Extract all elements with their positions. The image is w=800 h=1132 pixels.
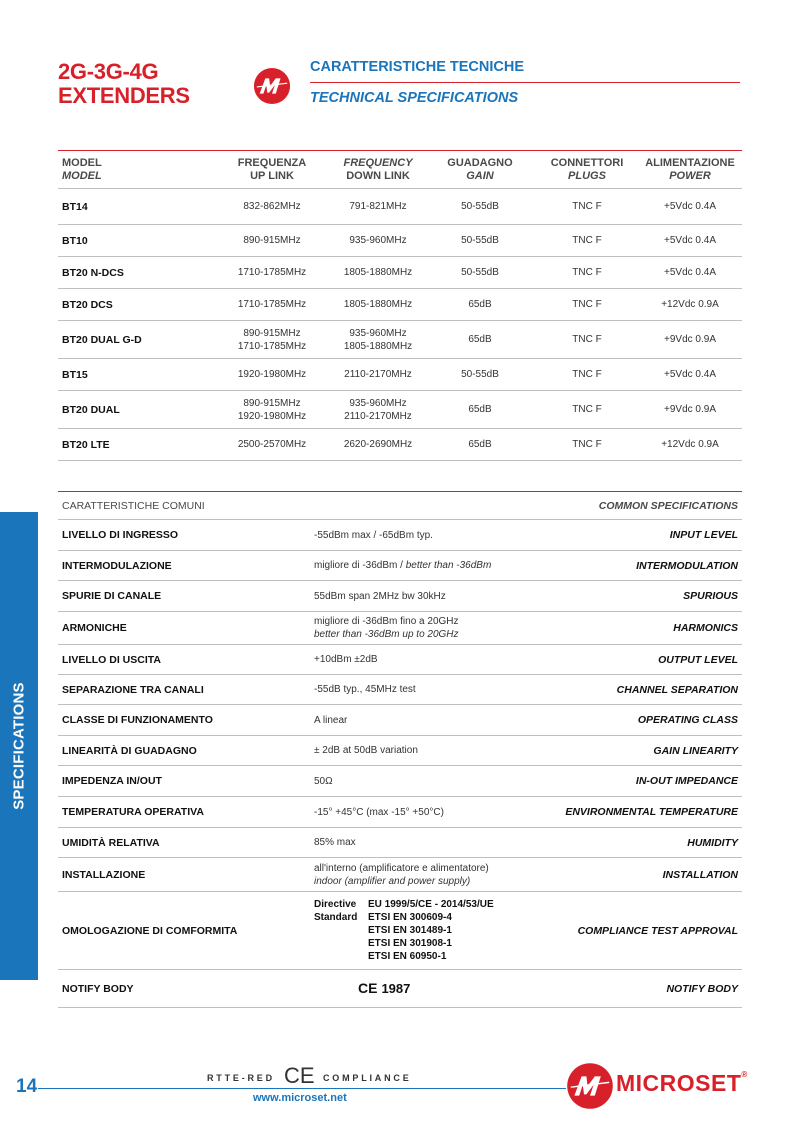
power-value: +5Vdc 0.4A <box>664 267 716 278</box>
microset-m-logo-icon <box>253 67 291 105</box>
standard-4: ETSI EN 60950-1 <box>368 951 447 962</box>
up-link-value: 832-862MHz <box>243 201 301 212</box>
spec-value: +10dBm ±2dB <box>314 654 378 665</box>
standard-1: ETSI EN 300609-4 <box>368 912 452 923</box>
spec-label-en: INTERMODULATION <box>636 559 738 572</box>
model-name: BT14 <box>62 200 88 213</box>
ce-mark-icon: CE <box>284 1063 315 1088</box>
spec-label-it: ARMONICHE <box>62 622 127 634</box>
gain-value: 50-55dB <box>461 267 499 278</box>
down-link-value: 935-960MHz 1805-1880MHz <box>343 327 413 352</box>
spec-label-en: OPERATING CLASS <box>637 714 738 726</box>
spec-row <box>58 612 742 645</box>
spec-label-it: INSTALLAZIONE <box>62 868 146 881</box>
spec-row <box>58 766 742 797</box>
spec-value: 85% max <box>314 837 356 848</box>
title-line-2: EXTENDERS <box>58 83 190 108</box>
notify-number: 1987 <box>381 981 411 996</box>
header-gain: GUADAGNO GAIN <box>447 156 513 182</box>
spec-value: ± 2dB at 50dB variation <box>314 745 418 756</box>
table-row <box>58 391 742 429</box>
spec-label-en: HUMIDITY <box>687 836 738 849</box>
spec-label-it: IMPEDENZA IN/OUT <box>62 775 162 787</box>
spec-value: migliore di -36dBm fino a 20GHz better than -36dBm up to 20GHz <box>314 616 459 640</box>
model-name: BT20 DUAL <box>62 403 120 416</box>
spec-row <box>58 797 742 828</box>
spec-row <box>58 858 742 892</box>
spec-label-en: IN-OUT IMPEDANCE <box>635 775 738 787</box>
compliance-label: COMPLIANCE <box>323 1073 412 1083</box>
gain-value: 50-55dB <box>461 201 499 212</box>
gain-value: 50-55dB <box>461 369 499 380</box>
plugs-value: TNC F <box>572 369 602 380</box>
spec-value: -55dB typ., 45MHz test <box>314 684 416 695</box>
plugs-value: TNC F <box>572 201 602 212</box>
spec-label-en: SPURIOUS <box>683 590 738 602</box>
power-value: +12Vdc 0.9A <box>661 299 719 310</box>
spec-value: all'interno (amplificatore e alimentatore) indoor (amplifier and power supply) <box>314 862 489 887</box>
website-link[interactable]: www.microset.net <box>253 1092 347 1104</box>
spec-row <box>58 645 742 675</box>
compliance-label-en: COMPLIANCE TEST APPROVAL <box>577 924 738 937</box>
spec-label-it: TEMPERATURA OPERATIVA <box>62 806 204 818</box>
plugs-value: TNC F <box>572 439 602 450</box>
spec-label-en: HARMONICS <box>673 622 738 634</box>
spec-label-en: CHANNEL SEPARATION <box>616 683 738 696</box>
spec-label-it: UMIDITÀ RELATIVA <box>62 836 160 849</box>
power-value: +5Vdc 0.4A <box>664 369 716 380</box>
gain-value: 50-55dB <box>461 235 499 246</box>
product-title <box>58 60 190 108</box>
table-row <box>58 257 742 289</box>
down-link-value: 791-821MHz <box>349 201 407 212</box>
brand-name: MICROSET® <box>616 1070 748 1096</box>
side-tab-label: SPECIFICATIONS <box>10 682 28 810</box>
directive-value: EU 1999/5/CE - 2014/53/UE <box>368 899 494 910</box>
model-name: BT20 LTE <box>62 438 110 451</box>
spec-label-en: INSTALLATION <box>662 868 738 881</box>
notify-label-en: NOTIFY BODY <box>666 982 738 995</box>
table-row <box>58 225 742 257</box>
spec-row <box>58 705 742 736</box>
power-value: +9Vdc 0.9A <box>664 404 716 415</box>
spec-label-en: INPUT LEVEL <box>669 529 738 541</box>
spec-label-it: LINEARITÀ DI GUADAGNO <box>62 744 197 757</box>
header-model: MODEL MODEL <box>62 156 102 182</box>
spec-row <box>58 520 742 551</box>
up-link-value: 890-915MHz 1710-1785MHz <box>237 327 307 352</box>
model-name: BT20 DCS <box>62 298 113 311</box>
power-value: +12Vdc 0.9A <box>661 439 719 450</box>
spec-label-en: OUTPUT LEVEL <box>658 653 738 666</box>
table-row <box>58 189 742 225</box>
title-line-1: 2G-3G-4G <box>58 59 159 84</box>
compliance-row <box>58 892 742 970</box>
up-link-value: 890-915MHz <box>243 235 301 246</box>
power-value: +5Vdc 0.4A <box>664 235 716 246</box>
plugs-value: TNC F <box>572 299 602 310</box>
spec-label-it: LIVELLO DI INGRESSO <box>62 529 179 541</box>
spec-label-it: SEPARAZIONE TRA CANALI <box>62 683 204 696</box>
up-link-value: 1710-1785MHz <box>237 267 307 278</box>
spec-row <box>58 551 742 581</box>
standard-3: ETSI EN 301908-1 <box>368 938 452 949</box>
down-link-value: 1805-1880MHz <box>343 267 413 278</box>
down-link-value: 935-960MHz 2110-2170MHz <box>344 397 412 422</box>
down-link-value: 935-960MHz <box>349 235 407 246</box>
gain-value: 65dB <box>468 404 492 415</box>
compliance-label-it: OMOLOGAZIONE DI COMFORMITA <box>62 924 238 937</box>
spec-value: 55dBm span 2MHz bw 30kHz <box>314 590 446 602</box>
plugs-value: TNC F <box>572 235 602 246</box>
heading-divider <box>310 82 740 83</box>
heading-english: TECHNICAL SPECIFICATIONS <box>310 90 519 106</box>
gain-value: 65dB <box>468 439 492 450</box>
specs-header-english: COMMON SPECIFICATIONS <box>598 499 738 512</box>
spec-label-it: SPURIE DI CANALE <box>62 590 162 602</box>
power-value: +5Vdc 0.4A <box>664 201 716 212</box>
common-specs-table <box>58 491 742 1008</box>
directive-label: Directive <box>314 899 357 910</box>
spec-row <box>58 736 742 766</box>
plugs-value: TNC F <box>572 404 602 415</box>
model-name: BT20 N-DCS <box>62 266 124 279</box>
power-value: +9Vdc 0.9A <box>664 334 716 345</box>
table-header-row <box>58 151 742 189</box>
spec-value: migliore di -36dBm / better than -36dBm <box>314 560 492 571</box>
microset-m-logo-icon <box>566 1062 614 1110</box>
spec-value: 50Ω <box>314 775 333 787</box>
up-link-value: 890-915MHz 1920-1980MHz <box>237 397 307 422</box>
down-link-value: 2620-2690MHz <box>343 439 413 450</box>
spec-rows <box>58 520 742 892</box>
table-row <box>58 429 742 461</box>
spec-value: A linear <box>314 714 348 726</box>
spec-value: -15° +45°C (max -15° +50°C) <box>314 806 444 818</box>
heading-italian: CARATTERISTICHE TECNICHE <box>310 59 525 75</box>
up-link-value: 1710-1785MHz <box>237 299 307 310</box>
gain-value: 65dB <box>468 299 492 310</box>
rtte-red-label: RTTE-RED <box>207 1073 275 1083</box>
plugs-value: TNC F <box>572 334 602 345</box>
standard-2: ETSI EN 301489-1 <box>368 925 452 936</box>
model-name: BT10 <box>62 234 88 247</box>
model-name: BT20 DUAL G-D <box>62 333 142 346</box>
plugs-value: TNC F <box>572 267 602 278</box>
spec-label-it: LIVELLO DI USCITA <box>62 653 161 666</box>
up-link-value: 2500-2570MHz <box>237 439 307 450</box>
page-number: 14 <box>16 1076 38 1097</box>
notify-row <box>58 970 742 1008</box>
header-up-link: FREQUENZA UP LINK <box>237 156 307 182</box>
standard-label: Standard <box>314 912 358 923</box>
header-down-link: FREQUENCY DOWN LINK <box>343 156 413 182</box>
spec-value: -55dBm max / -65dBm typ. <box>314 529 433 541</box>
model-rows <box>58 189 742 461</box>
up-link-value: 1920-1980MHz <box>237 369 307 380</box>
ce-mark-icon: CE <box>358 980 378 996</box>
down-link-value: 1805-1880MHz <box>343 299 413 310</box>
spec-row <box>58 675 742 705</box>
table-row <box>58 359 742 391</box>
table-row <box>58 321 742 359</box>
down-link-value: 2110-2170MHz <box>344 369 412 380</box>
specs-header-italian: CARATTERISTICHE COMUNI <box>62 499 205 512</box>
spec-label-it: CLASSE DI FUNZIONAMENTO <box>62 714 213 726</box>
spec-row <box>58 581 742 612</box>
spec-label-en: GAIN LINEARITY <box>653 744 738 757</box>
header-power: ALIMENTAZIONE POWER <box>645 156 735 182</box>
spec-row <box>58 828 742 858</box>
gain-value: 65dB <box>468 334 492 345</box>
spec-label-it: INTERMODULAZIONE <box>62 559 172 572</box>
spec-label-en: ENVIRONMENTAL TEMPERATURE <box>565 806 738 818</box>
notify-label-it: NOTIFY BODY <box>62 982 134 995</box>
model-table <box>58 150 742 461</box>
specs-header-row <box>58 492 742 520</box>
model-name: BT15 <box>62 368 88 381</box>
table-row <box>58 289 742 321</box>
header-plugs: CONNETTORI PLUGS <box>550 156 624 182</box>
